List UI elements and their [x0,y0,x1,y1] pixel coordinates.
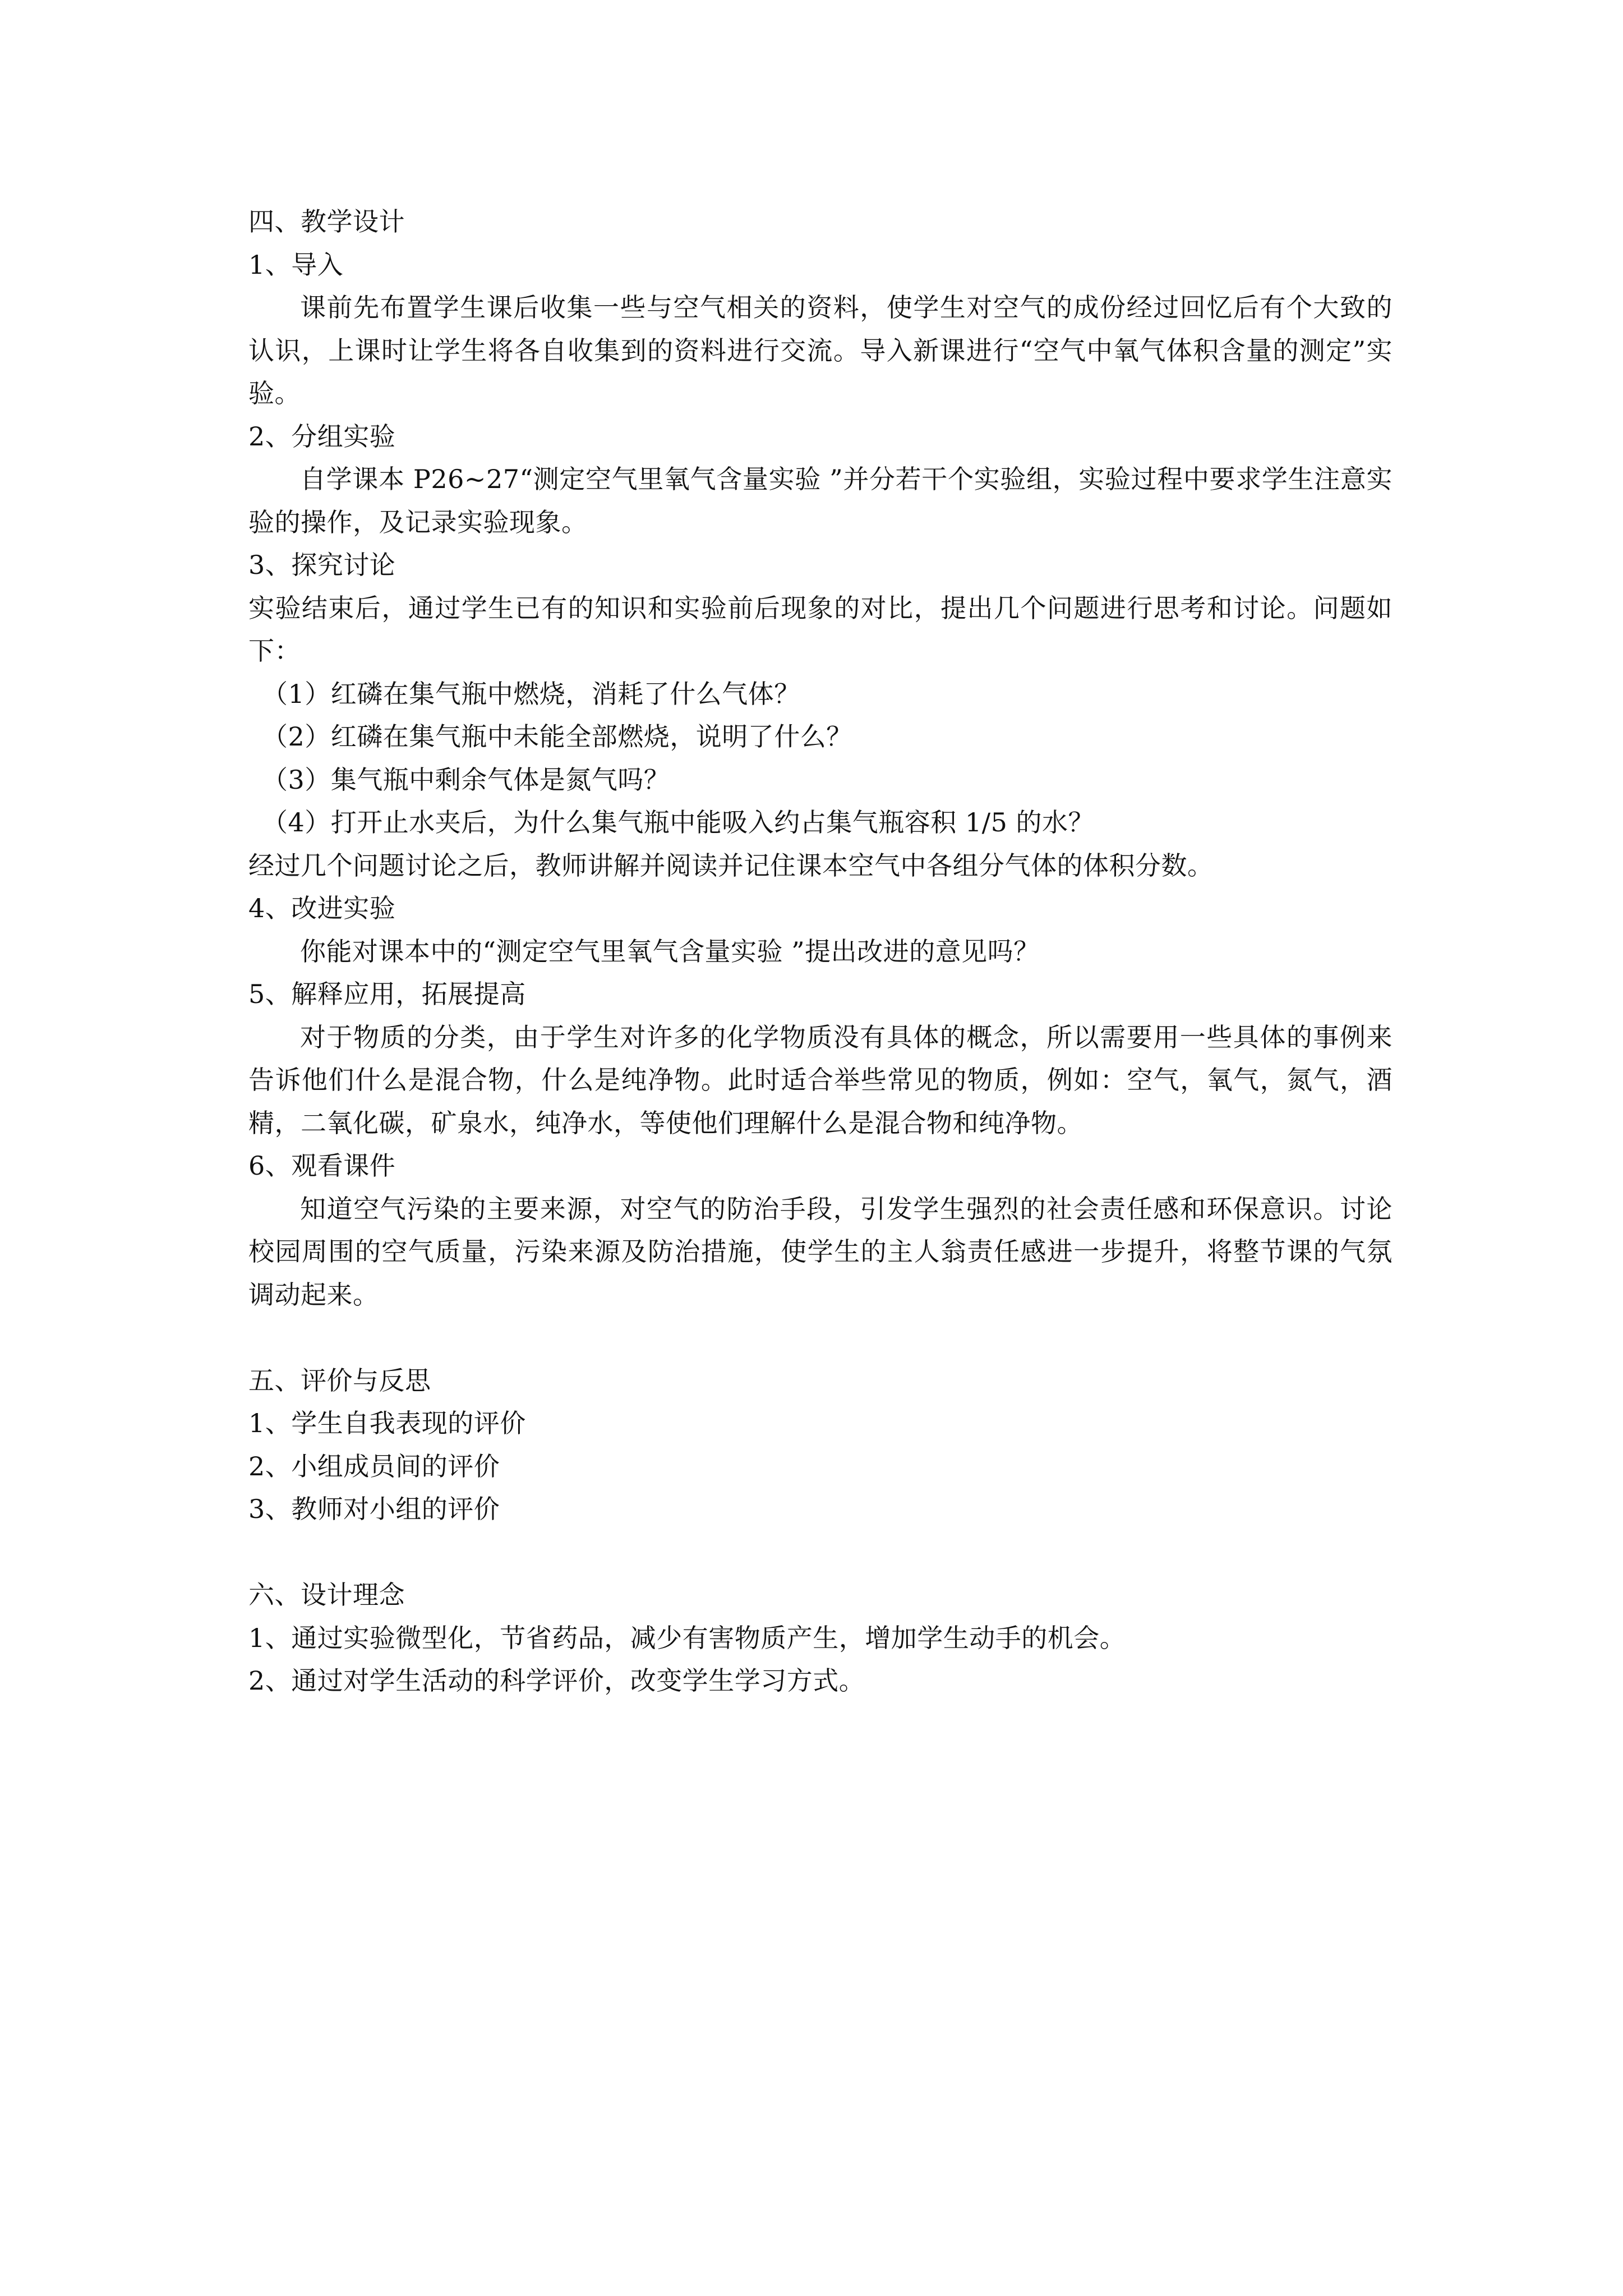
evaluation-item: 1、学生自我表现的评价 [248,1408,526,1438]
section-heading-teaching-design: 四、教学设计 [248,206,405,237]
subheading-application: 5、解释应用，拓展提高 [248,979,526,1009]
subheading-introduction: 1、导入 [248,249,344,280]
paragraph-introduction: 课前先布置学生课后收集一些与空气相关的资料，使学生对空气的成份经过回忆后有个大致的认识，上课时让学生将各自收集到的资料进行交流。导入新课进行“空气中氧气体积含量的测定”实验。 [248,292,1393,408]
subheading-courseware: 6、观看课件 [248,1151,396,1181]
question-4: （4）打开止水夹后，为什么集气瓶中能吸入约占集气瓶容积 1/5 的水？ [262,807,1095,838]
question-3: （3）集气瓶中剩余气体是氮气吗？ [262,764,670,795]
question-1: （1）红磷在集气瓶中燃烧，消耗了什么气体？ [262,678,800,709]
subheading-discussion: 3、探究讨论 [248,550,396,580]
evaluation-item: 2、小组成员间的评价 [248,1451,500,1481]
paragraph-application: 对于物质的分类，由于学生对许多的化学物质没有具体的概念，所以需要用一些具体的事例来告诉他们什么是混合物，什么是纯净物。此时适合举些常见的物质，例如：空气，氧气，氮气，酒精，二氧化碳，矿泉水，纯净水，等使他们理解什么是混合物和纯净物。 [248,1022,1393,1138]
section-heading-evaluation: 五、评价与反思 [248,1365,431,1396]
philosophy-item: 2、通过对学生活动的科学评价，改变学生学习方式。 [248,1665,865,1696]
subheading-improve-experiment: 4、改进实验 [248,893,396,923]
section-heading-design-philosophy: 六、设计理念 [248,1580,405,1610]
spacer [248,1531,1393,1574]
paragraph-discussion-conclusion: 经过几个问题讨论之后，教师讲解并阅读并记住课本空气中各组分气体的体积分数。 [248,850,1214,881]
document-body [248,200,1393,1703]
paragraph-courseware: 知道空气污染的主要来源，对空气的防治手段，引发学生强烈的社会责任感和环保意识。讨论校园周围的空气质量，污染来源及防治措施，使学生的主人翁责任感进一步提升，将整节课的气氛调动起来。 [248,1193,1393,1310]
paragraph-group-experiment: 自学课本 P26~27“测定空气里氧气含量实验 ”并分若干个实验组，实验过程中要求学生注意实验的操作，及记录实验现象。 [248,464,1393,537]
philosophy-item: 1、通过实验微型化，节省药品，减少有害物质产生，增加学生动手的机会。 [248,1622,1126,1653]
question-2: （2）红磷在集气瓶中未能全部燃烧，说明了什么？ [262,721,852,752]
evaluation-item: 3、教师对小组的评价 [248,1494,500,1524]
paragraph-improve-experiment: 你能对课本中的“测定空气里氧气含量实验 ”提出改进的意见吗？ [300,936,1040,967]
spacer [248,1316,1393,1359]
paragraph-discussion: 实验结束后，通过学生已有的知识和实验前后现象的对比，提出几个问题进行思考和讨论。问题如下： [248,592,1393,666]
subheading-group-experiment: 2、分组实验 [248,421,396,452]
